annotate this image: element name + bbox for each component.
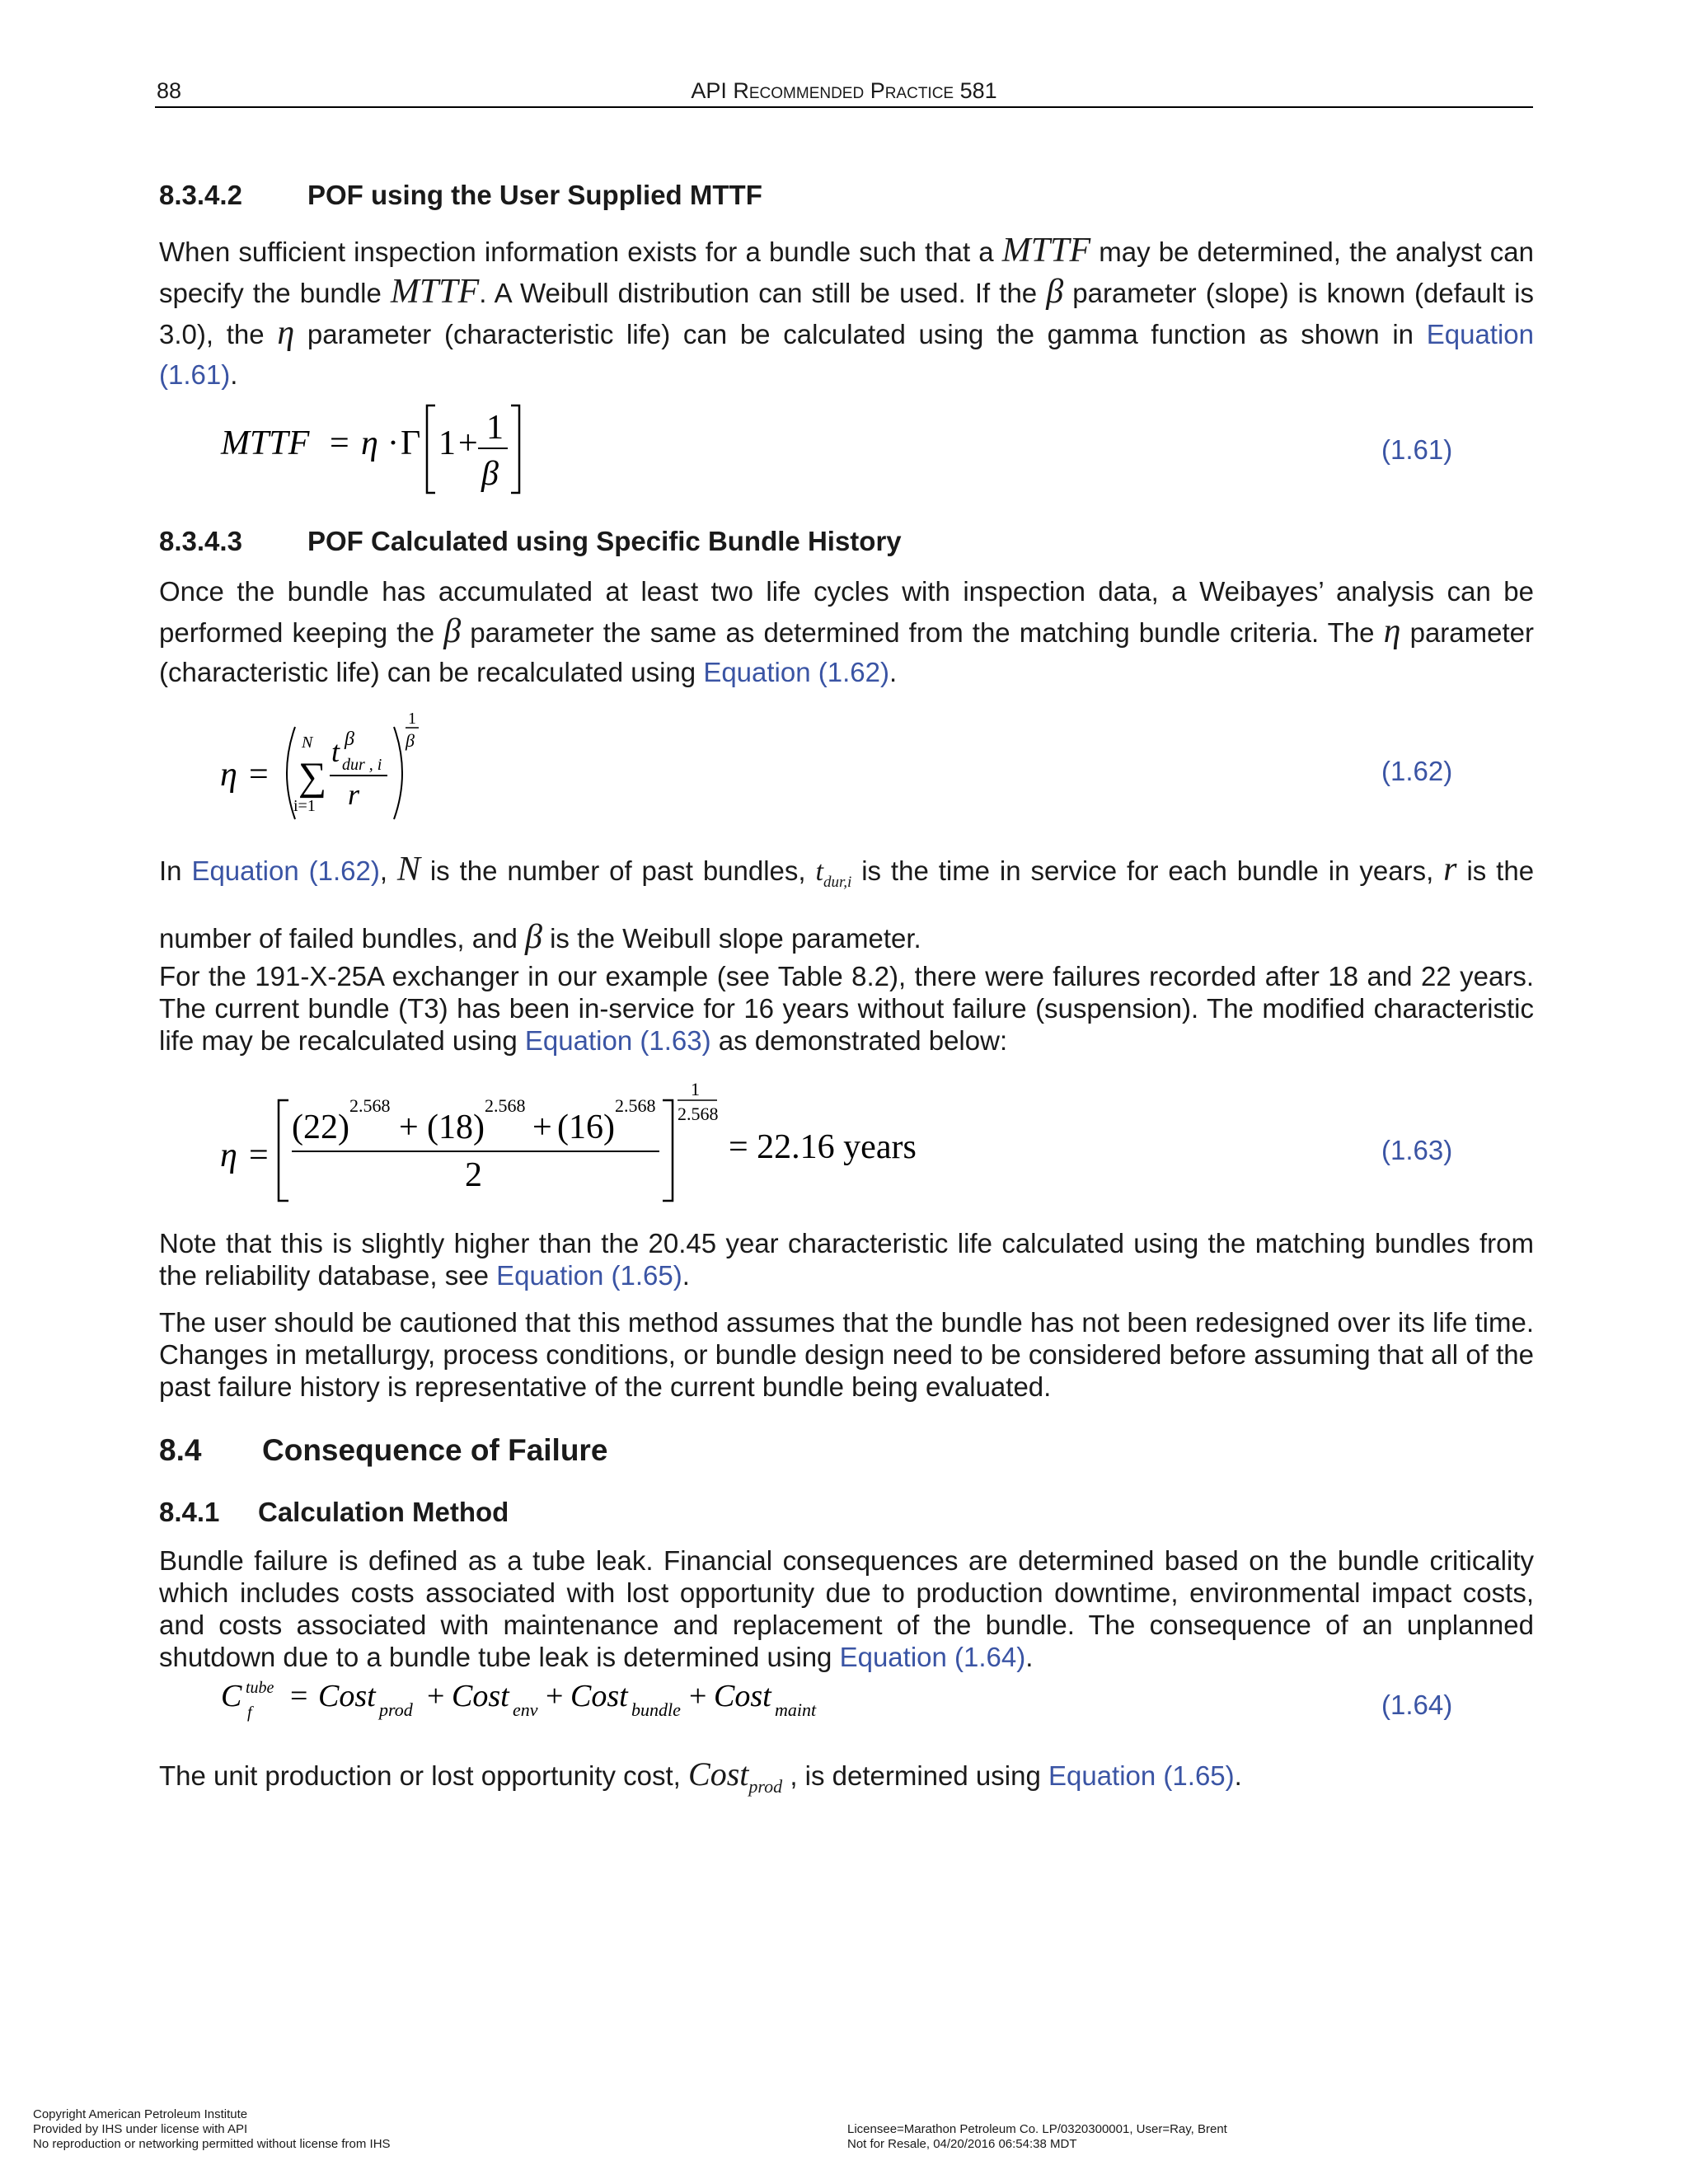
svg-text:+: + [532,1108,552,1146]
equation-number-1-64: (1.64) [1381,1690,1453,1720]
svg-text:β: β [406,730,415,751]
equation-1-63 [216,1076,925,1207]
equation-1-64 [218,1671,844,1729]
svg-text:Cost: Cost [452,1679,509,1713]
math-mttf: MTTF [1001,232,1091,269]
text: parameter (slope) is known (default is 3.0), the [159,278,1535,349]
section-heading-8-3-4-2 [159,180,762,211]
paragraph-variables [159,842,1534,966]
text: . A Weibull distribution can still be used. If the [479,278,1038,308]
svg-text:η: η [220,756,237,794]
section-title: POF Calculated using Specific Bundle History [307,526,902,556]
section-number: 8.3.4.3 [159,526,242,556]
text: is the number of past bundles, [429,855,806,886]
equation-link[interactable]: Equation (1.62) [703,657,889,687]
math-beta: β [1046,273,1064,311]
svg-text:2.568: 2.568 [678,1104,719,1124]
svg-text:1: 1 [486,409,504,447]
page-number: 88 [157,78,182,103]
footer-license [847,2122,1227,2152]
text: , [379,855,387,886]
svg-text:bundle: bundle [631,1699,681,1720]
svg-text:env: env [513,1699,538,1720]
math-mttf: MTTF [390,273,480,311]
section-heading-8-4 [159,1433,607,1468]
math-beta: β [443,612,462,650]
text: parameter (characteristic life) can be recalculated using [159,617,1534,687]
svg-text:2: 2 [465,1156,482,1194]
svg-text:(18): (18) [427,1108,485,1146]
svg-text:dur , i: dur , i [342,756,382,774]
svg-text:1: 1 [438,424,456,462]
svg-text:·: · [387,424,399,462]
text: Bundle failure is defined as a tube leak. Financial consequences are determined based on the bundle criticality which includes costs associated with lost opportunity due to production downtime, environmental impact costs, and costs associated with maintenance and replacement of the bundle. The consequence of an unplanned shutdown due to a bundle tube leak is determined using [159,1545,1534,1672]
paragraph-mttf-intro [159,231,1534,395]
math-r: r [1443,851,1457,888]
svg-text:β: β [481,455,499,493]
svg-text:+: + [689,1679,707,1713]
svg-text:r: r [348,778,360,811]
text: as demonstrated below: [718,1025,1008,1056]
equation-1-62 [216,707,430,823]
equation-link[interactable]: Equation (1.65) [496,1260,682,1291]
svg-text:i=1: i=1 [293,797,316,815]
text: For the 191-X-25A exchanger in our example (see Table 8.2), there were failures recorded after 18 and 22 years. The current bundle (T3) has been in-service for 16 years without failure (suspension). The modified characteristic life may be recalculated using [159,961,1534,1056]
section-number: 8.3.4.2 [159,180,242,210]
footer-line: Not for Resale, 04/20/2016 06:54:38 MDT [847,2137,1077,2151]
svg-text:η: η [361,424,378,462]
svg-text:1: 1 [691,1079,700,1099]
text: is the number of failed bundles, and [159,855,1535,954]
equation-link[interactable]: Equation (1.64) [839,1642,1026,1672]
text: In [159,855,182,886]
math-cost-prod: Cost$_{prod}$ [688,1755,783,1797]
svg-text:2.568: 2.568 [349,1095,391,1116]
text: parameter (characteristic life) can be calculated using the gamma function as shown in [307,319,1414,349]
text: . [230,359,238,390]
text: may be determined, the analyst can specify the bundle [159,237,1535,308]
svg-text:2.568: 2.568 [615,1095,656,1116]
math-t-dur: $t_{dur,i}$ [815,856,852,891]
svg-text:β: β [345,729,354,750]
svg-text:prod: prod [379,1699,413,1720]
text: When sufficient inspection information exists for a bundle such that a [159,237,994,267]
svg-text:t: t [331,735,340,768]
svg-text:η: η [220,1137,237,1174]
text: Once the bundle has accumulated at least two life cycles with inspection data, a Weibayes’ analysis can be performed keeping the [159,576,1534,648]
paragraph-note [159,1227,1534,1291]
svg-text:+: + [427,1679,445,1713]
section-number: 8.4 [159,1433,202,1467]
svg-text:Cost: Cost [318,1679,376,1713]
svg-text:Cost: Cost [714,1679,771,1713]
footer-line: Licensee=Marathon Petroleum Co. LP/0320300001, User=Ray, Brent [847,2122,1227,2136]
svg-text:C: C [221,1679,242,1713]
section-heading-8-4-1 [159,1497,509,1528]
header-rule [155,106,1533,108]
text: parameter the same as determined from the matching bundle criteria. The [470,617,1375,648]
svg-text:f: f [247,1704,252,1722]
svg-text:(22): (22) [292,1108,349,1146]
running-header-title: API Recommended Practice 581 [691,78,997,103]
svg-text:+: + [546,1679,564,1713]
equation-link[interactable]: Equation (1.62) [191,855,380,886]
text: , is determined using [790,1760,1041,1791]
equation-number-1-61: (1.61) [1381,434,1453,465]
math-n: N [396,851,420,888]
paragraph-example [159,960,1534,1057]
svg-text:= 22.16 years: = 22.16 years [729,1128,917,1166]
svg-text:=: = [330,424,349,462]
text: . [889,657,898,687]
paragraph-bundle-failure [159,1544,1534,1673]
equation-number-1-62: (1.62) [1381,756,1453,786]
text: . [682,1260,690,1291]
footer-line: Provided by IHS under license with API [33,2122,248,2136]
section-number: 8.4.1 [159,1497,220,1527]
paragraph-weibayes [159,572,1534,692]
svg-text:+: + [399,1108,419,1146]
text: The unit production or lost opportunity cost, [159,1760,681,1791]
svg-text:2.568: 2.568 [485,1095,526,1116]
footer-line: No reproduction or networking permitted without license from IHS [33,2137,391,2151]
section-title: POF using the User Supplied MTTF [307,180,762,210]
text: . [1025,1642,1034,1672]
svg-text:=: = [249,1137,269,1174]
svg-text:tube: tube [246,1679,274,1697]
paragraph-unit-cost [159,1755,1534,1807]
svg-text:N: N [302,733,313,752]
svg-text:(16): (16) [557,1108,615,1146]
equation-link[interactable]: Equation (1.61) [159,319,1535,390]
text: is the time in service for each bundle in years, [861,855,1434,886]
math-eta: η [1383,612,1401,650]
math-beta: β [524,917,542,956]
svg-text:=: = [249,756,269,794]
svg-text:∑: ∑ [298,755,327,799]
equation-link[interactable]: Equation (1.65) [1048,1760,1235,1791]
section-title: Consequence of Failure [262,1433,608,1467]
svg-text:1: 1 [408,710,416,728]
paragraph-caution: The user should be cautioned that this method assumes that the bundle has not been redesigned over its life time. Changes in metallurgy, process conditions, or bundle design need to be considered before assuming that all of the past failure history is representative of the current bundle being evaluated. [159,1307,1534,1402]
math-eta: η [277,314,295,352]
text: Note that this is slightly higher than the 20.45 year characteristic life calculated using the matching bundles from the reliability database, see [159,1228,1534,1291]
equation-link[interactable]: Equation (1.63) [524,1025,711,1056]
text: . [1234,1760,1242,1791]
svg-text:Cost: Cost [570,1679,628,1713]
svg-text:maint: maint [775,1699,817,1720]
text: is the Weibull slope parameter. [550,922,921,954]
svg-text:=: = [290,1679,308,1713]
section-title: Calculation Method [258,1497,509,1527]
svg-text:+: + [458,424,478,462]
equation-1-61 [214,402,528,499]
footer-copyright [33,2107,391,2152]
svg-text:Γ: Γ [401,424,421,462]
equation-number-1-63: (1.63) [1381,1135,1453,1165]
footer-line: Copyright American Petroleum Institute [33,2107,248,2121]
section-heading-8-3-4-3 [159,526,902,557]
svg-text:MTTF: MTTF [221,424,310,462]
